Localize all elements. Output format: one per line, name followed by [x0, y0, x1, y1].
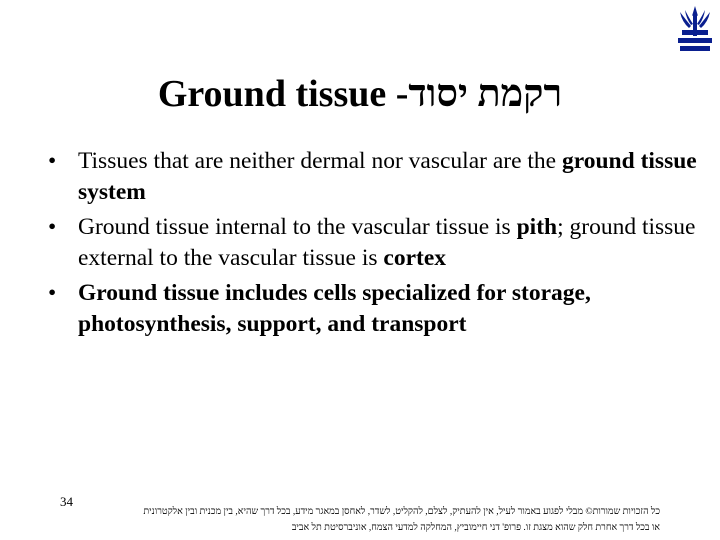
bullet-item: [44, 278, 704, 340]
bullet-dot: •: [48, 148, 57, 174]
slide-title: [0, 72, 720, 116]
bullet-list: [44, 146, 704, 344]
bullet-dot: •: [48, 214, 57, 240]
bullet-text: Ground tissue internal to the vascular tissue is: [78, 214, 517, 240]
bullet-item: [44, 146, 704, 208]
bullet-text-bold: Ground tissue includes cells specialized for storage, photosynthesis, support, and transport: [78, 280, 591, 337]
bullet-text-bold: ground tissue system: [78, 148, 697, 205]
footer-line-2: או בכל דרך אחרת חלק שהוא מצגת זו. פרופ' דני חיימוביץ, המחלקה למדעי הצמח, אוניברסיטת תל אביב: [291, 523, 660, 533]
university-logo-icon: [672, 4, 718, 54]
bullet-text: Tissues that are neither dermal nor vascular are the: [78, 148, 562, 174]
footer-line-1: כל הזכויות שמורות© מבלי לפגוע באמור לעיל, אין להעתיק, לצלם, להקליט, לשדר, לאחסן במאגר מידע, בכל דרך שהיא, בין מכנית ובין אלקטרונית: [143, 507, 660, 517]
title-english: Ground tissue: [157, 73, 387, 115]
bullet-text-bold: pith: [516, 214, 558, 240]
bullet-dot: •: [48, 280, 57, 306]
page-number: 34: [60, 494, 73, 509]
title-hebrew: רקמת יסוד-: [395, 73, 563, 115]
bullet-text: ; ground tissue external to the vascular tissue is: [78, 214, 696, 271]
bullet-item: [44, 212, 704, 274]
bullet-text-bold: cortex: [383, 245, 447, 271]
copyright-footer: [46, 504, 660, 536]
